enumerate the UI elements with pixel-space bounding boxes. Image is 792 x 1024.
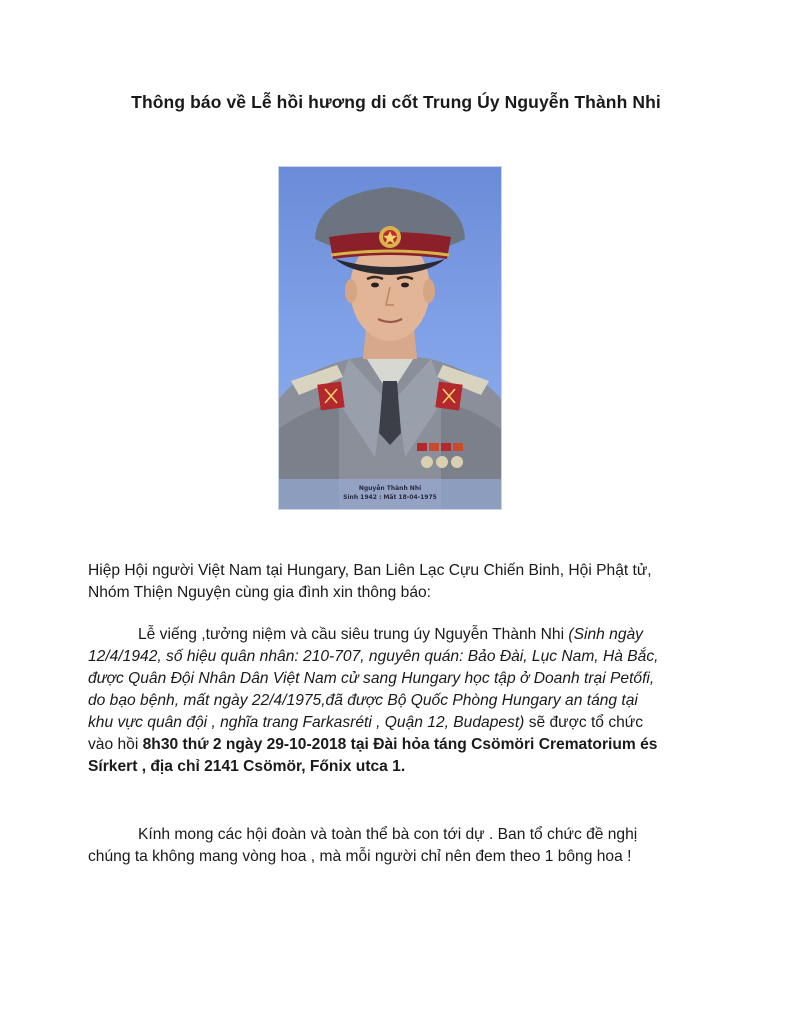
intro-line: Nhóm Thiện Nguyện cùng gia đình xin thông báo:: [88, 584, 432, 601]
closing-line: [88, 824, 708, 846]
photo-caption-dates: Sinh 1942 : Mất 18-04-1975: [343, 494, 437, 501]
closing-line: chúng ta không mang vòng hoa , mà mỗi người chỉ nên đem theo 1 bông hoa !: [88, 848, 632, 865]
details-lead: Lễ viếng ,tưởng niệm và cầu siêu trung úy Nguyễn Thành Nhi: [138, 626, 569, 643]
details-line: [88, 734, 708, 756]
closing-text: Kính mong các hội đoàn và toàn thể bà con tới dự . Ban tổ chức đề nghị: [138, 826, 638, 843]
ceremony-details: [88, 624, 708, 778]
closing-request: [88, 824, 708, 868]
details-line: [88, 690, 708, 712]
details-italic: do bạo bệnh, mất ngày 22/4/1975,đã được Bộ Quốc Phòng Hungary an táng tại: [88, 692, 638, 709]
page-title: Thông báo về Lễ hồi hương di cốt Trung Úy Nguyễn Thành Nhi: [131, 92, 661, 112]
announcement-intro: [88, 560, 708, 604]
details-italic: 12/4/1942, số hiệu quân nhân: 210-707, nguyên quán: Bảo Đài, Lục Nam, Hà Bắc,: [88, 648, 659, 665]
details-bold: 8h30 thứ 2 ngày 29-10-2018 tại Đài hỏa táng Csömöri Crematorium és: [142, 736, 658, 753]
details-italic: (Sinh ngày: [568, 626, 643, 643]
details-plain: vào hồi: [88, 736, 143, 753]
portrait-photo: [278, 166, 502, 510]
details-after: sẽ được tổ chức: [524, 714, 644, 731]
details-italic: được Quân Đội Nhân Dân Việt Nam cử sang Hungary học tập ở Doanh trại Petőfi,: [88, 670, 655, 687]
details-line: [88, 646, 708, 668]
intro-line: Hiệp Hội người Việt Nam tại Hungary, Ban Liên Lạc Cựu Chiến Binh, Hội Phật tử,: [88, 562, 652, 579]
details-line: [88, 668, 708, 690]
details-line: [88, 624, 708, 646]
details-bold: Sírkert , địa chỉ 2141 Csömör, Főnix utca 1.: [88, 758, 406, 775]
details-italic: khu vực quân đội , nghĩa trang Farkasréti , Quận 12, Budapest): [88, 714, 525, 731]
details-line: [88, 712, 708, 734]
soldier-portrait-illustration: [279, 167, 501, 509]
photo-caption-name: Nguyễn Thành Nhi: [358, 485, 422, 492]
details-line: [88, 756, 708, 778]
